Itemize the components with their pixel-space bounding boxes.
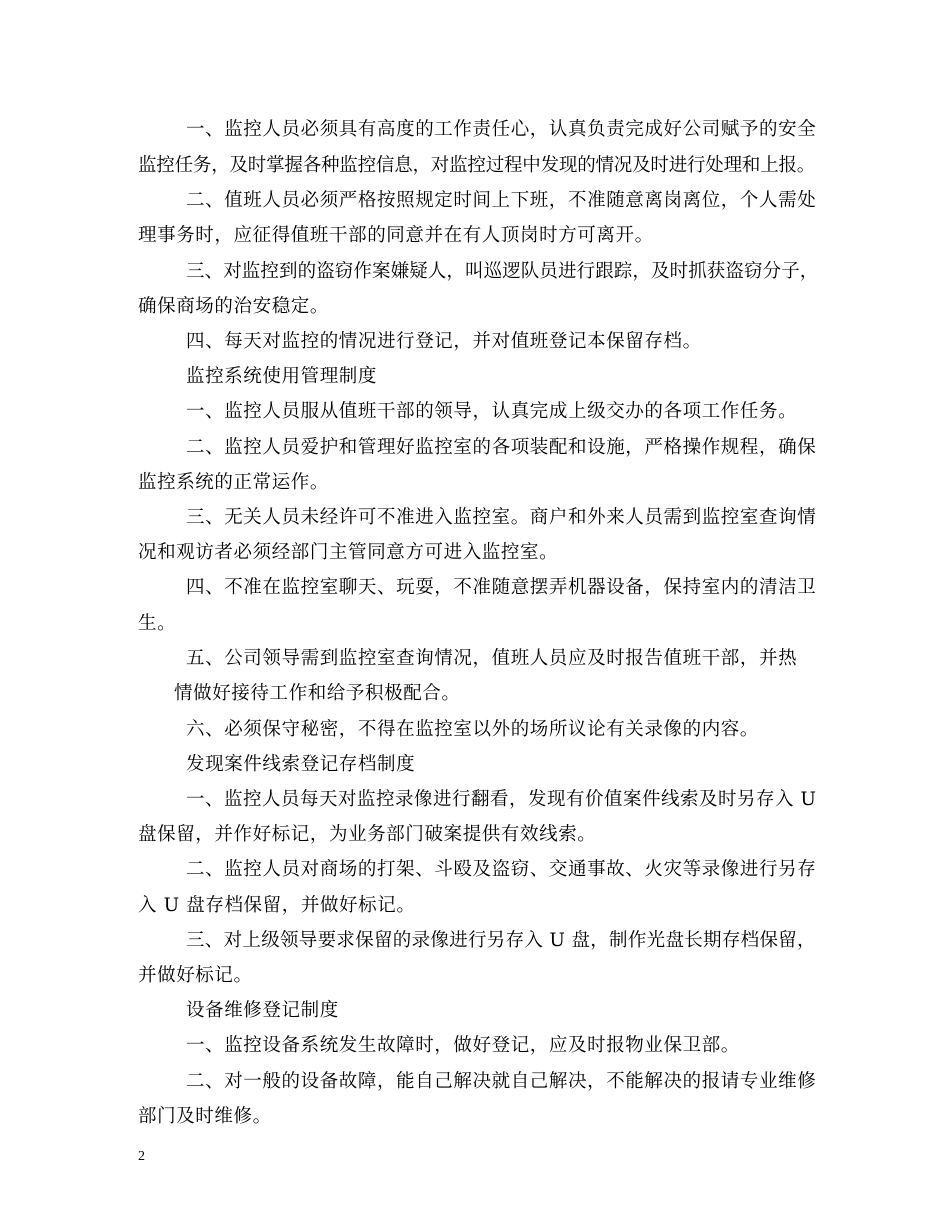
text-line-14: 四、不准在监控室聊天、玩耍，不准随意摆弄机器设备，保持室内的清洁卫 xyxy=(186,577,817,598)
text-line-11: 监控系统的正常运作。 xyxy=(138,472,330,493)
text-line-9: 一、监控人员服从值班干部的领导，认真完成上级交办的各项工作任务。 xyxy=(186,401,798,422)
section-heading-2: 发现案件线索登记存档制度 xyxy=(186,754,416,775)
text-line-4: 理事务时，应征得值班干部的同意并在有人顶岗时方可离开。 xyxy=(138,225,654,246)
text-line-3: 二、值班人员必须严格按照规定时间上下班，不准随意离岗离位，个人需处 xyxy=(186,190,817,211)
text-line-24: 三、对上级领导要求保留的录像进行另存入 U 盘，制作光盘长期存档保留， xyxy=(186,930,816,951)
text-line-10: 二、监控人员爱护和管理好监控室的各项装配和设施，严格操作规程，确保 xyxy=(186,437,817,458)
text-line-28: 二、对一般的设备故障，能自己解决就自己解决，不能解决的报请专业维修 xyxy=(186,1071,817,1092)
text-line-25: 并做好标记。 xyxy=(138,965,253,986)
text-line-27: 一、监控设备系统发生故障时，做好登记，应及时报物业保卫部。 xyxy=(186,1035,740,1056)
text-line-20: 一、监控人员每天对监控录像进行翻看，发现有价值案件线索及时另存入 U xyxy=(186,789,817,810)
text-line-16: 五、公司领导需到监控室查询情况，值班人员应及时报告值班干部，并热 xyxy=(186,648,798,669)
text-line-5: 三、对监控到的盗窃作案嫌疑人，叫巡逻队员进行跟踪，及时抓获盗窃分子， xyxy=(186,261,819,282)
text-line-7: 四、每天对监控的情况进行登记，并对值班登记本保留存档。 xyxy=(186,331,702,352)
text-line-6: 确保商场的治安稳定。 xyxy=(138,296,330,317)
section-heading-1: 监控系统使用管理制度 xyxy=(186,366,378,387)
text-line-21: 盘保留，并作好标记，为业务部门破案提供有效线索。 xyxy=(138,824,597,845)
text-line-29: 部门及时维修。 xyxy=(138,1106,272,1127)
section-heading-3: 设备维修登记制度 xyxy=(186,1000,339,1021)
text-line-12: 三、无关人员未经许可不准进入监控室。商户和外来人员需到监控室查询情 xyxy=(186,507,817,528)
text-line-13: 况和观访者必须经部门主管同意方可进入监控室。 xyxy=(138,542,559,563)
text-line-17: 情做好接待工作和给予积极配合。 xyxy=(174,683,461,704)
text-line-1: 一、监控人员必须具有高度的工作责任心，认真负责完成好公司赋予的安全 xyxy=(186,119,817,140)
page-number: 2 xyxy=(138,1149,145,1164)
text-line-2: 监控任务，及时掌握各种监控信息，对监控过程中发现的情况及时进行处理和上报。 xyxy=(138,155,816,176)
text-line-18: 六、必须保守秘密，不得在监控室以外的场所议论有关录像的内容。 xyxy=(186,719,760,740)
text-line-15: 生。 xyxy=(138,613,177,634)
text-line-23: 入 U 盘存档保留，并做好标记。 xyxy=(138,895,416,916)
text-line-22: 二、监控人员对商场的打架、斗殴及盗窃、交通事故、火灾等录像进行另存 xyxy=(186,859,817,880)
